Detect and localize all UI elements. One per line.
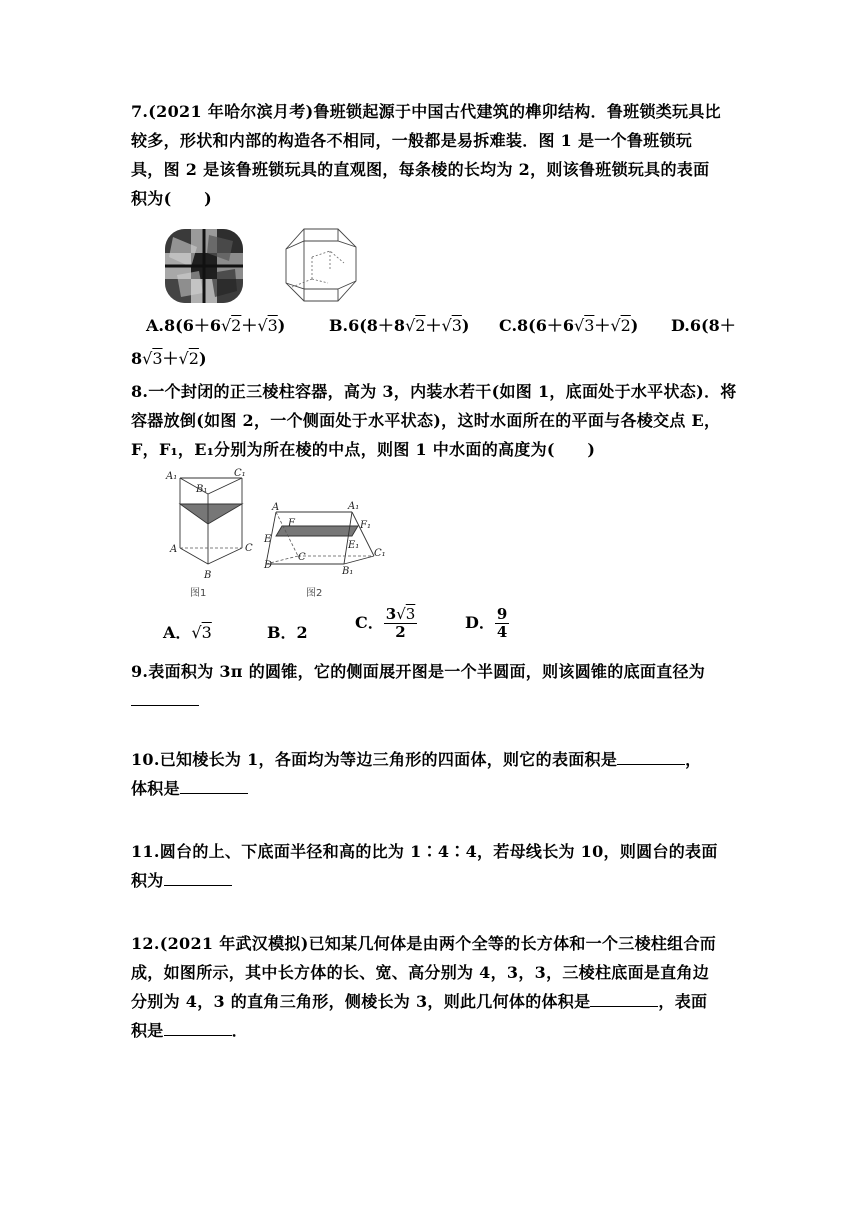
fig1-label-c1: C₁ (234, 468, 246, 479)
question-11 (131, 837, 731, 895)
fig1-label-a: A (170, 544, 178, 555)
option-b-close: ) (461, 316, 470, 335)
option-b-plus: ＋ (425, 316, 442, 335)
option-d-label: D.6(8＋ (671, 316, 736, 335)
q12-line-3 (131, 987, 731, 1016)
question-10 (131, 745, 731, 803)
option-a-close: ) (277, 316, 286, 335)
q12-volume-blank[interactable] (590, 992, 658, 1007)
option-d-radicand-1: 3 (152, 349, 163, 368)
fig1-label-a1: A₁ (166, 471, 178, 482)
q7-option-c[interactable]: C.8(6＋6√3＋√2) (499, 316, 639, 335)
q7-line-4: 积为( ) (131, 189, 212, 208)
q11-answer-blank[interactable] (164, 871, 232, 886)
q9-answer-line (131, 686, 731, 715)
q10-text-2: 体积是 (131, 779, 180, 798)
luban-lock-diagram (284, 227, 358, 303)
q11-text-2: 积为 (131, 871, 164, 890)
q8-option-d[interactable] (465, 606, 509, 641)
q11-line-2 (131, 866, 731, 895)
prism-figure-2 (262, 496, 392, 604)
option-c-radicand-2: 2 (620, 316, 631, 335)
q10-volume-blank[interactable] (180, 779, 248, 794)
option-d-radicand-2: 2 (188, 349, 199, 368)
q10-text-1: 10.已知棱长为 1，各面均为等边三角形的四面体，则它的表面积是 (131, 750, 618, 769)
q8-option-c-radicand: 3 (405, 605, 416, 623)
q8-option-b[interactable]: B．2 (267, 623, 308, 642)
q10-line-1 (131, 745, 731, 774)
fig2-label-c1: C₁ (374, 548, 386, 559)
q10-line-2 (131, 774, 731, 803)
q12-text-4: 积是 (131, 1021, 164, 1040)
fig1-label-b1: B₁ (196, 484, 208, 495)
q7-option-a[interactable]: A.8(6＋6√2＋√3) (146, 316, 286, 335)
q9-answer-blank[interactable] (131, 691, 199, 706)
option-d-coefficient: 8 (131, 349, 143, 368)
fig2-label-c: C (298, 552, 306, 563)
option-b-radicand-2: 3 (451, 316, 462, 335)
q9-line-1: 9.表面积为 3π 的圆锥，它的侧面展开图是一个半圆面，则该圆锥的底面直径为 (131, 662, 706, 681)
option-a-label: A.8(6＋6 (146, 316, 221, 335)
fig2-label-a: A (272, 502, 280, 513)
fig2-caption: 图2 (306, 588, 323, 599)
fig2-label-f: F (288, 518, 295, 529)
q7-options (146, 316, 746, 345)
q8-line-1: 8.一个封闭的正三棱柱容器，高为 3，内装水若干(如图 1，底面处于水平状态)．将 (131, 382, 737, 401)
prism-figure-1 (160, 466, 256, 604)
fig1-label-c: C (245, 543, 253, 554)
luban-lock-photo (163, 227, 245, 305)
q8-option-c-coefficient: 3 (385, 605, 397, 623)
q12-line-2: 成，如图所示，其中长方体的长、宽、高分别为 4，3，3，三棱柱底面是直角边 (131, 963, 710, 982)
q12-text-3: 分别为 4，3 的直角三角形，侧棱长为 3，则此几何体的体积是 (131, 992, 591, 1011)
question-12 (131, 929, 731, 1045)
option-a-plus: ＋ (241, 316, 258, 335)
q8-option-a-radicand: 3 (201, 623, 212, 642)
q12-line-4 (131, 1016, 731, 1045)
fig2-label-a1: A₁ (348, 501, 360, 512)
option-c-plus: ＋ (594, 316, 611, 335)
option-d-plus: ＋ (162, 349, 179, 368)
option-d-close: ) (198, 349, 207, 368)
fig2-label-e1: E₁ (348, 540, 360, 551)
q7-line-3: 具，图 2 是该鲁班锁玩具的直观图，每条棱的长均为 2，则该鲁班锁玩具的表面 (131, 160, 710, 179)
fig1-caption: 图1 (190, 588, 207, 599)
q8-option-a-label: A． (163, 623, 192, 642)
fig2-label-e: E (264, 534, 272, 545)
q8-options (163, 606, 583, 652)
q10-surface-area-blank[interactable] (617, 750, 685, 765)
q8-option-a[interactable]: A．√3 (163, 623, 212, 642)
fig1-label-b: B (204, 570, 212, 581)
option-b-label: B.6(8＋8 (329, 316, 406, 335)
q8-option-c[interactable] (355, 606, 417, 641)
q7-option-b[interactable]: B.6(8＋8√2＋√3) (329, 316, 470, 335)
q7-option-d[interactable] (671, 316, 736, 336)
option-a-radicand-1: 2 (231, 316, 242, 335)
q8-option-c-label: C． (355, 613, 384, 632)
q12-line-1: 12.(2021 年武汉模拟)已知某几何体是由两个全等的长方体和一个三棱柱组合而 (131, 934, 717, 953)
q7-line-2: 较多，形状和内部的构造各不相同，一般都是易拆难装．图 1 是一个鲁班锁玩 (131, 131, 693, 150)
q8-option-c-fraction: $\frac{3√3}{2}$ (385, 605, 416, 641)
option-c-close: ) (630, 316, 639, 335)
q12-period: ． (231, 1021, 248, 1040)
option-a-radicand-2: 3 (267, 316, 278, 335)
q8-option-c-denominator: 2 (395, 623, 406, 641)
option-c-label: C.8(6＋6 (499, 316, 574, 335)
q12-surface-area-blank[interactable] (164, 1021, 232, 1036)
q8-option-d-fraction (495, 606, 509, 641)
q7-line-1: 7.(2021 年哈尔滨月考)鲁班锁起源于中国古代建筑的榫卯结构．鲁班锁类玩具比 (131, 102, 721, 121)
q8-option-d-label: D． (465, 613, 495, 632)
option-c-radicand-1: 3 (584, 316, 595, 335)
question-9 (131, 657, 731, 715)
q8-option-d-numerator: 9 (496, 605, 508, 623)
q12-text-3-end: ，表面 (658, 992, 708, 1011)
option-b-radicand-1: 2 (415, 316, 426, 335)
fig2-label-b1: B₁ (342, 566, 354, 577)
q8-line-3: F，F₁，E₁分别为所在棱的中点，则图 1 中水面的高度为( ) (131, 440, 596, 459)
question-8 (131, 377, 737, 464)
q8-option-d-denominator: 4 (496, 623, 508, 641)
fig2-label-f1: F₁ (360, 520, 371, 531)
q10-comma: ， (685, 750, 702, 769)
q11-line-1: 11.圆台的上、下底面半径和高的比为 1∶4∶4，若母线长为 10，则圆台的表面 (131, 842, 718, 861)
fig2-label-d: D (264, 560, 273, 571)
question-7 (131, 97, 731, 213)
q8-line-2: 容器放倒(如图 2，一个侧面处于水平状态)，这时水面所在的平面与各棱交点 E， (131, 411, 721, 430)
q7-option-d-continued: 8√3＋√2) (131, 349, 207, 368)
